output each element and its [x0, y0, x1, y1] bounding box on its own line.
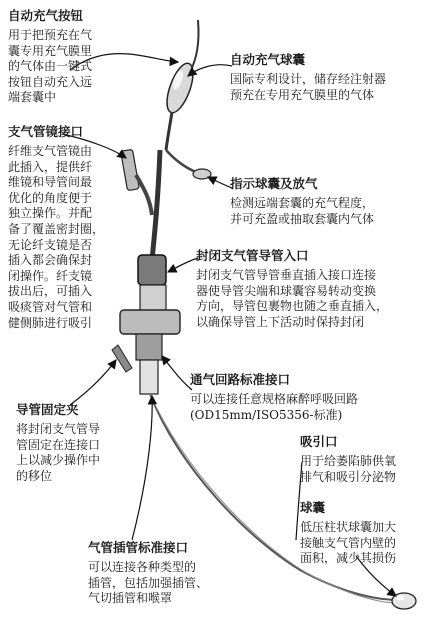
label-title: 通气回路标准接口 [190, 372, 291, 387]
label-title: 气管插管标准接口 [88, 540, 189, 555]
label-title: 支气管镜接口 [8, 124, 84, 139]
label-body: 封闭支气管导管垂直插入接口连接 器使导管尖端和球囊容易转动变换 方向，导管包裹物也随之垂直插入， 以确保导管上下活动时保持封闭 [196, 268, 389, 329]
label-suction-port [300, 434, 396, 485]
label-indicator-balloon [230, 176, 374, 227]
label-body: 用于把预充在气 囊专用充气膜里 的气体由一键式 按钮自动充入远 端套囊中 [8, 28, 93, 105]
label-body: 纤维支气管镜由 此插入，提供纤 维镜和导管间最 优化的角度便于 独立操作。并配 备了覆盖密封圈， 无论纤支镜是否 插入都会确保封 闭操作。纤支镜 拔出后，可插入 吸痰管对气管和 健侧肺进行吸引 [8, 144, 105, 330]
label-body: 低压柱状球囊加大 接触支气管内壁的 面积，减少其损伤 [300, 520, 397, 566]
label-title: 吸引口 [300, 434, 338, 449]
label-body: 将封闭支气管导 管固定在连接口 上以减少操作中 的移位 [16, 422, 101, 483]
label-body: 可以连接任意规格麻醉呼吸回路 (OD15mm/ISO5356-标准) [190, 392, 359, 422]
label-body: 检测远端套囊的充气程度， 并可充盈或抽取套囊内气体 [230, 196, 375, 226]
label-cuff [300, 500, 396, 567]
label-title: 自动充气按钮 [8, 8, 84, 23]
label-title: 球囊 [300, 500, 326, 515]
label-tube-connector [88, 540, 208, 607]
label-body: 用于给萎陷肺供氧 排气和吸引分泌物 [300, 454, 397, 484]
label-body: 可以连接各种类型的 插管，包括加强插管、 气切插管和喉罩 [88, 560, 209, 606]
tube-clip-drawing [112, 345, 132, 372]
label-title: 自动充气球囊 [230, 52, 306, 67]
label-body: 国际专利设计，储存经注射器 预充在专用充气膜里的气体 [230, 72, 387, 102]
label-title: 封闭支气管导管入口 [196, 248, 309, 263]
label-sealed-port [196, 248, 388, 330]
auto-inflate-balloon-drawing [162, 20, 199, 150]
label-title: 导管固定夹 [16, 402, 79, 417]
label-auto-inflate-balloon [230, 52, 386, 103]
label-bronchoscope-port [8, 124, 104, 331]
label-tube-clip [16, 402, 100, 484]
bronchoscope-port-drawing [121, 149, 152, 215]
label-auto-inflate-button [8, 8, 92, 106]
label-title: 指示球囊及放气 [230, 176, 318, 191]
label-vent-connector [190, 372, 358, 423]
indicator-balloon-drawing [166, 150, 211, 179]
